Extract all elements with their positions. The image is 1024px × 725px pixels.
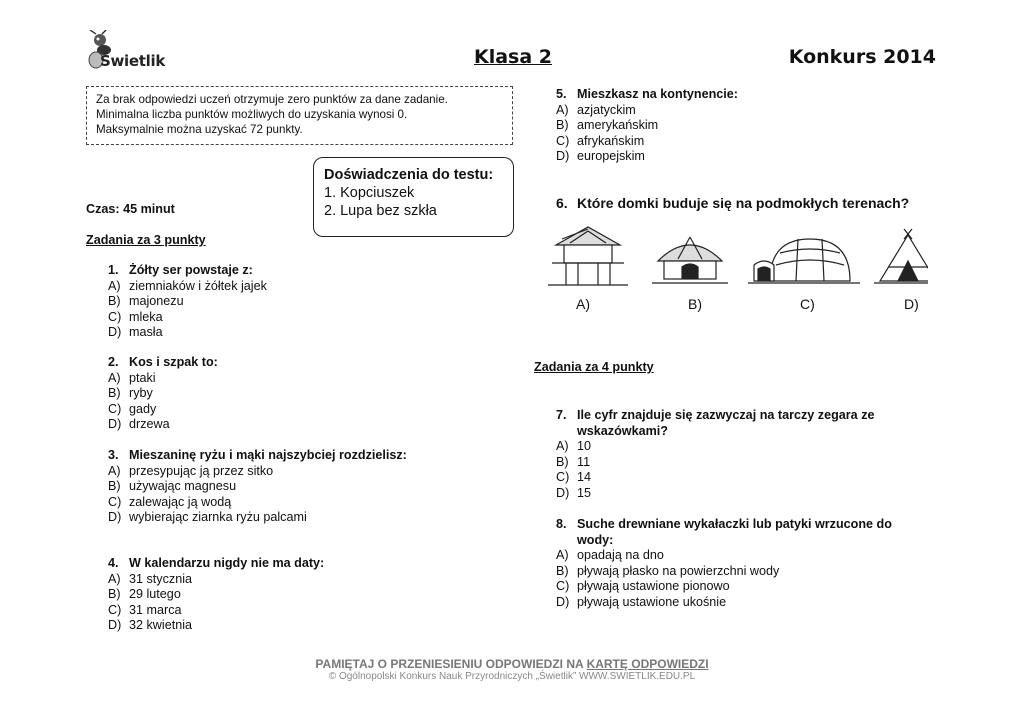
contest-title: Konkurs 2014 [788, 46, 936, 68]
question-text: Suche drewniane wykałaczki lub patyki wrzucone do [577, 517, 892, 531]
answer-option[interactable]: A) opadają na dno [556, 548, 664, 563]
answer-option[interactable]: D) masła [108, 325, 163, 340]
question-number: 7. [556, 408, 567, 422]
answer-option[interactable]: B) ryby [108, 386, 153, 401]
answer-option[interactable]: A) ziemniaków i żółtek jajek [108, 278, 267, 293]
question-8 [556, 517, 892, 611]
answer-option[interactable]: C) pływają ustawione pionowo [556, 579, 730, 594]
experiment-item: 2. Lupa bez szkła [324, 203, 437, 219]
answer-option[interactable]: C) afrykańskim [556, 133, 645, 148]
answer-option[interactable]: D) wybierając ziarnka ryżu palcami [108, 510, 307, 525]
answer-option[interactable]: A) 31 stycznia [108, 571, 192, 586]
question-text-continued: wskazówkami? [577, 423, 668, 438]
class-title: Klasa 2 [474, 46, 553, 68]
answer-option[interactable]: D) 32 kwietnia [108, 618, 193, 633]
rule-line: Za brak odpowiedzi uczeń otrzymuje zero punktów za dane zadanie. [96, 93, 448, 106]
question-text: W kalendarzu nigdy nie ma daty: [129, 556, 325, 570]
question-number: 2. [108, 355, 119, 369]
answer-option[interactable]: C) mleka [108, 309, 163, 324]
house-label[interactable]: A) [576, 296, 590, 312]
answer-option[interactable]: C) 31 marca [108, 602, 182, 617]
question-number: 3. [108, 448, 119, 462]
houses-illustration [548, 225, 928, 295]
footer-copyright: © Ogólnopolski Konkurs Nauk Przyrodniczych „Świetlik” WWW.SWIETLIK.EDU.PL [328, 671, 696, 682]
question-number: 1. [108, 263, 119, 277]
answer-option[interactable]: D) drzewa [108, 417, 170, 432]
footer-reminder: PAMIĘTAJ O PRZENIESIENIU ODPOWIEDZI NA KARTĘ ODPOWIEDZI [315, 657, 709, 671]
round-thatched-hut-icon [652, 237, 728, 283]
section-3-points: Zadania za 3 punkty [86, 233, 206, 247]
answer-option[interactable]: C) zalewając ją wodą [108, 494, 232, 509]
question-text: Które domki buduje się na podmokłych terenach? [577, 195, 910, 211]
answer-option[interactable]: D) europejskim [556, 149, 645, 164]
house-label[interactable]: D) [904, 296, 919, 312]
rules-box [86, 86, 513, 145]
question-text: Kos i szpak to: [129, 355, 218, 369]
question-6 [556, 195, 909, 211]
answer-option[interactable]: A) ptaki [108, 370, 156, 385]
answer-option[interactable]: B) amerykańskim [556, 118, 659, 133]
answer-option[interactable]: A) 10 [556, 439, 592, 454]
answer-option[interactable]: D) pływają ustawione ukośnie [556, 594, 727, 609]
question-5 [556, 87, 738, 165]
question-text: Ile cyfr znajduje się zazwyczaj na tarczy zegara ze [577, 408, 875, 422]
experiment-item: 1. Kopciuszek [324, 185, 415, 201]
logo-text: Świetlik [100, 52, 166, 70]
answer-option[interactable]: D) 15 [556, 485, 592, 500]
question-2 [108, 355, 218, 433]
experiments-box [313, 157, 514, 237]
time-limit: Czas: 45 minut [86, 202, 175, 216]
question-text: Mieszaninę ryżu i mąki najszybciej rozdzielisz: [129, 448, 407, 462]
stilt-hut-icon [548, 227, 628, 285]
question-number: 8. [556, 517, 567, 531]
house-label[interactable]: C) [800, 296, 815, 312]
answer-option[interactable]: C) gady [108, 401, 157, 416]
rule-line: Minimalna liczba punktów możliwych do uzyskania wynosi 0. [96, 108, 408, 121]
answer-option[interactable]: A) przesypując ją przez sitko [108, 463, 274, 478]
answer-option[interactable]: B) majonezu [108, 294, 184, 309]
rule-line: Maksymalnie można uzyskać 72 punkty. [96, 123, 303, 136]
question-text-continued: wody: [577, 532, 614, 547]
swietlik-logo [86, 30, 166, 74]
answer-option[interactable]: C) 14 [556, 470, 592, 485]
question-number: 6. [556, 195, 568, 211]
question-3 [108, 448, 407, 526]
answer-option[interactable]: B) używając magnesu [108, 479, 237, 494]
igloo-icon [748, 239, 860, 283]
question-number: 5. [556, 87, 567, 101]
question-4 [108, 556, 324, 634]
house-label[interactable]: B) [688, 296, 702, 312]
answer-option[interactable]: A) azjatyckim [556, 102, 636, 117]
answer-card-link: KARTĘ ODPOWIEDZI [586, 657, 709, 671]
question-1 [108, 263, 267, 341]
answer-option[interactable]: B) pływają płasko na powierzchni wody [556, 563, 780, 578]
answer-option[interactable]: B) 29 lutego [108, 587, 181, 602]
question-text: Mieszkasz na kontynencie: [577, 87, 738, 101]
section-4-points: Zadania za 4 punkty [534, 360, 654, 374]
tipi-icon [874, 229, 928, 283]
question-number: 4. [108, 556, 119, 570]
answer-option[interactable]: B) 11 [556, 454, 591, 469]
experiments-heading: Doświadczenia do testu: [324, 167, 494, 183]
question-text: Żółty ser powstaje z: [129, 263, 253, 277]
question-7 [556, 408, 875, 502]
